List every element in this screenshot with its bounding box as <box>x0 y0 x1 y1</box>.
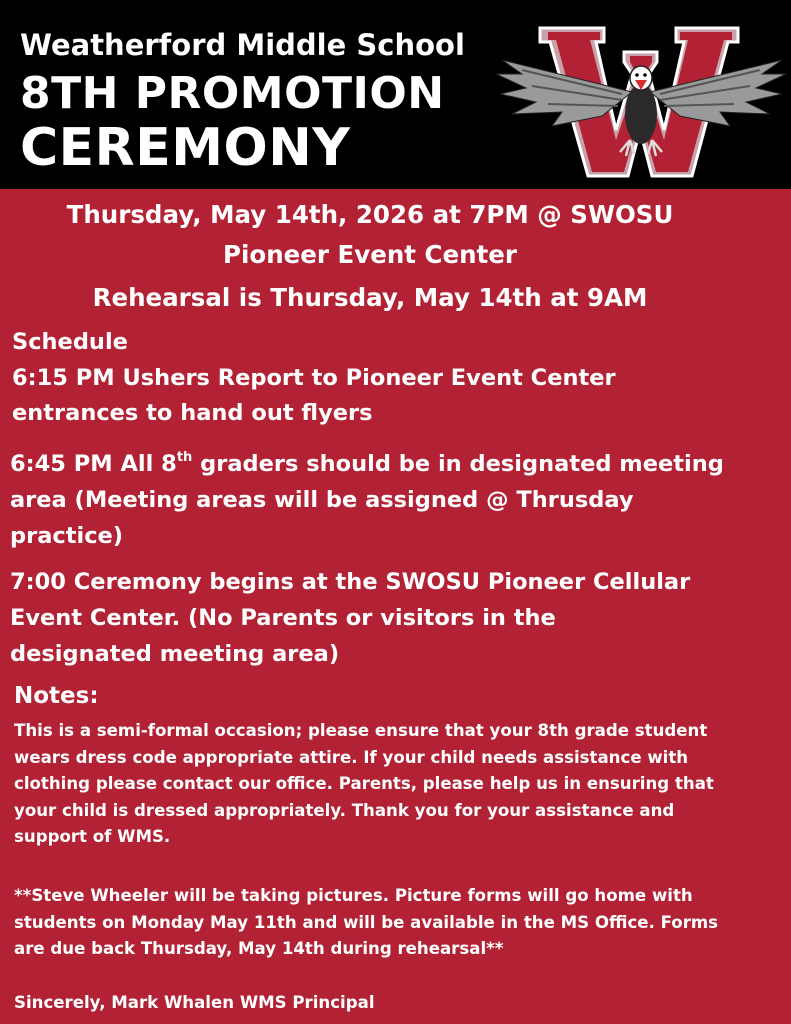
notes-line: clothing please contact our office. Parents, please help us in ensuring that <box>14 774 714 793</box>
schedule-item-line: 7:00 Ceremony begins at the SWOSU Pioneer Cellular <box>10 569 691 595</box>
schedule-item-line: Event Center. (No Parents or visitors in the <box>10 605 556 631</box>
notes-line: **Steve Wheeler will be taking pictures. Picture forms will go home with <box>14 886 693 905</box>
notes-line: students on Monday May 11th and will be available in the MS Office. Forms <box>14 912 719 932</box>
schedule-item-ushers <box>12 361 782 431</box>
schedule-item-line: 6:15 PM Ushers Report to Pioneer Event Center <box>12 365 616 391</box>
notes-line: are due back Thursday, May 14th during rehearsal** <box>14 939 504 958</box>
notes-paragraph-pictures <box>14 883 754 963</box>
school-name: Weatherford Middle School <box>20 28 465 62</box>
schedule-item-text: graders should be in designated meeting <box>192 451 724 477</box>
schedule-item-line: practice) <box>10 523 124 549</box>
header-banner <box>0 0 791 189</box>
title-line-2: CEREMONY <box>20 118 351 178</box>
logo-hawk-eye <box>635 73 639 77</box>
schedule-item-graders <box>10 446 780 554</box>
logo-hawk-body <box>625 84 657 144</box>
event-date-line: Thursday, May 14th, 2026 at 7PM @ SWOSU <box>66 200 674 229</box>
schedule-item-line: entrances to hand out flyers <box>12 400 373 426</box>
event-rehearsal-line: Rehearsal is Thursday, May 14th at 9AM <box>92 283 648 312</box>
schedule-item-line <box>10 446 780 482</box>
notes-line: This is a semi-formal occasion; please ensure that your 8th grade student <box>14 721 708 740</box>
notes-line: wears dress code appropriate attire. If your child needs assistance with <box>14 747 689 767</box>
schedule-item-line: designated meeting area) <box>10 641 340 667</box>
signoff: Sincerely, Mark Whalen WMS Principal <box>14 993 375 1012</box>
schedule-item-ceremony <box>10 564 780 672</box>
schedule-item-text: 6:45 PM All 8 <box>10 451 177 477</box>
notes-paragraph-attire <box>14 718 754 851</box>
schedule-heading: Schedule <box>12 329 128 355</box>
wms-hawk-logo <box>492 22 787 187</box>
ordinal-suffix: th <box>176 450 193 465</box>
schedule-item-line: area (Meeting areas will be assigned @ Thrusday <box>10 487 634 513</box>
title-line-1: 8TH PROMOTION <box>20 68 445 119</box>
notes-line: support of WMS. <box>14 827 171 846</box>
notes-line: your child is dressed appropriately. Thank you for your assistance and <box>14 800 675 820</box>
event-venue-line: Pioneer Event Center <box>223 240 517 269</box>
logo-hawk-eye <box>643 73 647 77</box>
notes-heading: Notes: <box>14 683 99 709</box>
